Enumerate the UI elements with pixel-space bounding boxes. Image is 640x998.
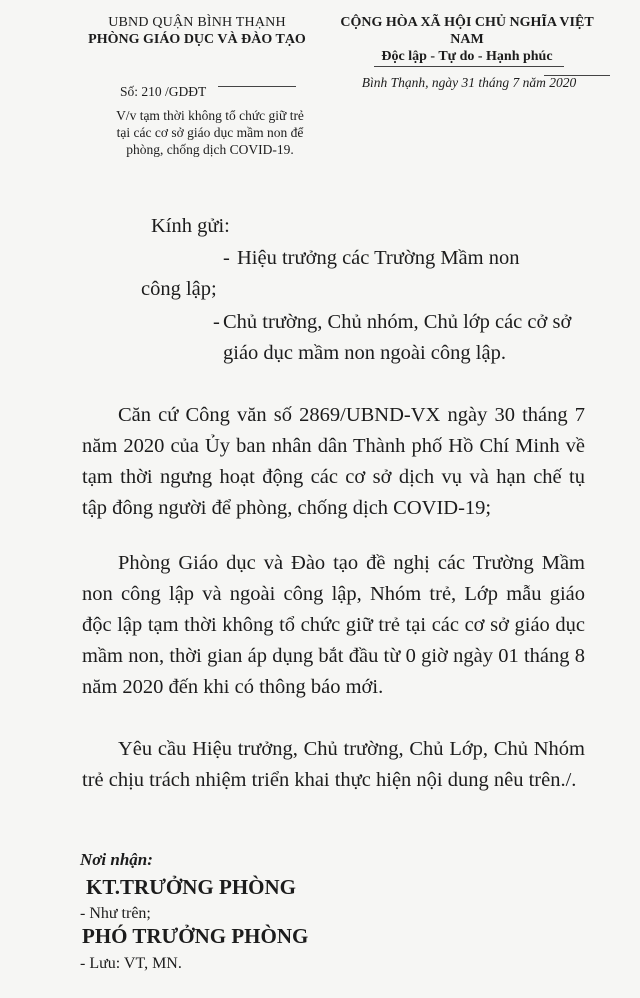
recipients-heading: Nơi nhận:	[80, 850, 153, 869]
issuing-agency	[62, 14, 332, 48]
recipient-text-line1: Hiệu trưởng các Trường Mầm non	[237, 247, 520, 269]
district-committee: UBND QUẬN BÌNH THẠNH	[108, 15, 286, 30]
paragraph-responsibility: Yêu cầu Hiệu trưởng, Chủ trường, Chủ Lớp, Chủ Nhóm trẻ chịu trách nhiệm triển khai thực hiện nội dung nêu trên./.	[82, 738, 585, 791]
recipient-list-item: - Lưu: VT, MN.	[80, 955, 182, 972]
recipient-list-item: - Như trên;	[80, 905, 151, 922]
motto: Độc lập - Tự do - Hạnh phúc	[381, 49, 553, 64]
country-name-line1: CỘNG HÒA XÃ HỘI CHỦ NGHĨA VIỆT	[340, 15, 594, 30]
paragraph-request: Phòng Giáo dục và Đào tạo đề nghị các Trường Mầm non công lập và ngoài công lập, Nhóm trẻ, Lớp mẫu giáo độc lập tạm thời không tổ chức giữ trẻ tại các cơ sở giáo dục mầm non, thời gian áp dụng bắt đầu từ 0 giờ ngày 01 tháng 8 năm 2020 đến khi có thông báo mới.	[82, 552, 585, 698]
signer-title-on-behalf: KT.TRƯỞNG PHÒNG	[86, 875, 296, 899]
national-heading	[326, 14, 608, 65]
subject-line: V/v tạm thời không tổ chức giữ trẻ	[116, 108, 304, 123]
greeting: Kính gửi:	[151, 215, 230, 237]
document-number: Số: 210 /GDĐT	[120, 84, 207, 99]
paragraph-legal-basis: Căn cứ Công văn số 2869/UBND-VX ngày 30 tháng 7 năm 2020 của Ủy ban nhân dân Thành phố Hồ Chí Minh về tạm thời ngưng hoạt động các cơ sở dịch vụ và hạn chế tụ tập đông người để phòng, chống dịch COVID-19;	[82, 404, 585, 519]
motto-underline	[374, 66, 564, 67]
recipient-bullet: -	[213, 311, 220, 333]
signer-title-deputy: PHÓ TRƯỞNG PHÒNG	[82, 924, 309, 948]
education-department: PHÒNG GIÁO DỤC VÀ ĐÀO TẠO	[88, 32, 306, 47]
recipient-dash: -	[223, 247, 230, 269]
document-number-line	[218, 86, 296, 87]
subject-line: phòng, chống dịch COVID-19.	[126, 142, 294, 157]
issue-date: Bình Thạnh, ngày 31 tháng 7 năm 2020	[361, 75, 577, 90]
subject-line: tại các cơ sở giáo dục mầm non để	[116, 125, 304, 140]
country-name-line2: NAM	[450, 32, 484, 47]
recipient-text: Chủ trường, Chủ nhóm, Chủ lớp các cở sở giáo dục mầm non ngoài công lập.	[223, 311, 572, 364]
document-subject	[90, 107, 330, 158]
recipient-text-line2: công lập;	[141, 278, 217, 300]
